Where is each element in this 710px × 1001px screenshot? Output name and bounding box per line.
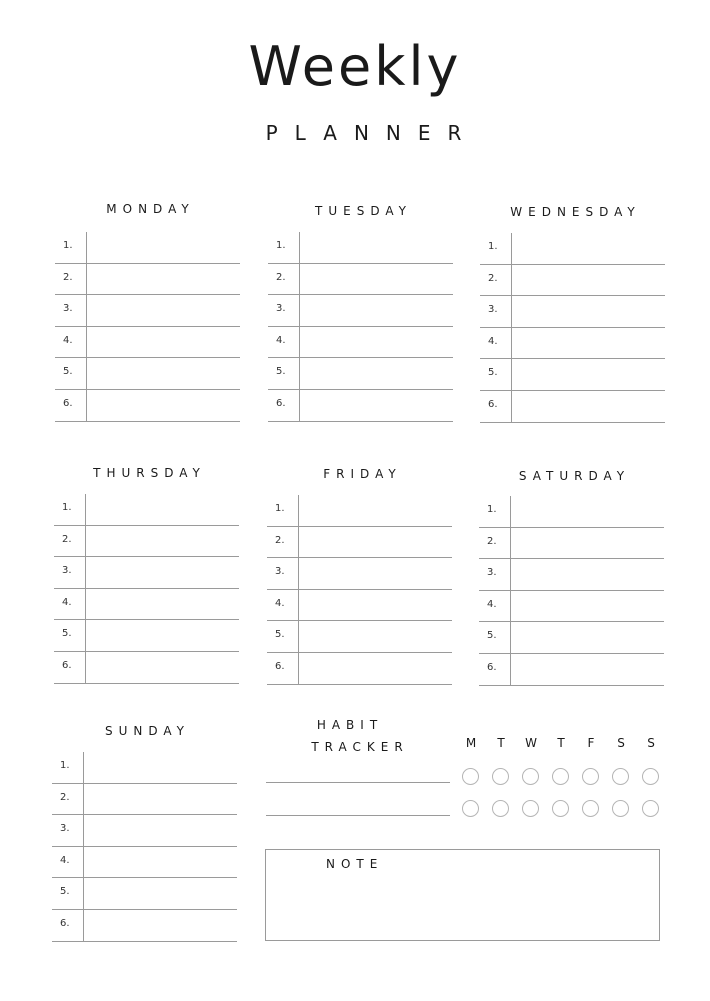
task-row[interactable]: [54, 526, 239, 558]
task-row-number: 5.: [487, 630, 497, 642]
day-name: TUESDAY: [315, 204, 412, 218]
task-row[interactable]: [268, 327, 453, 359]
habit-line-1[interactable]: [266, 782, 450, 783]
habit-weekday-letter: T: [497, 736, 505, 750]
task-row[interactable]: [268, 390, 453, 422]
task-row-number: 4.: [60, 854, 70, 866]
habit-weekday-letter: W: [525, 736, 537, 750]
task-row[interactable]: [480, 265, 665, 297]
task-row[interactable]: [268, 295, 453, 327]
habit-line-2[interactable]: [266, 815, 450, 816]
habit-weekday-letter: M: [465, 736, 477, 750]
day-name: MONDAY: [106, 202, 195, 216]
task-row-number: 5.: [60, 886, 70, 898]
habit-check-circle[interactable]: [492, 800, 509, 817]
task-row[interactable]: [52, 847, 237, 879]
task-list: [52, 752, 237, 942]
task-row[interactable]: [55, 232, 240, 264]
habit-tracker-title-line2: TRACKER: [311, 740, 409, 754]
task-row-number: 3.: [276, 303, 286, 315]
task-row-number: 4.: [63, 334, 73, 346]
task-list: [54, 494, 239, 684]
habit-check-circle[interactable]: [612, 768, 629, 785]
task-row[interactable]: [52, 815, 237, 847]
task-row[interactable]: [268, 264, 453, 296]
task-row[interactable]: [52, 910, 237, 942]
habit-check-circle[interactable]: [522, 800, 539, 817]
page-subtitle: PLANNER: [265, 121, 479, 145]
task-list: [480, 233, 665, 423]
task-row[interactable]: [479, 496, 664, 528]
task-row[interactable]: [55, 358, 240, 390]
task-row-number: 4.: [276, 334, 286, 346]
task-row-number: 2.: [488, 272, 498, 284]
task-row[interactable]: [55, 327, 240, 359]
task-row-number: 1.: [487, 504, 497, 515]
habit-check-circle[interactable]: [552, 800, 569, 817]
habit-check-circle[interactable]: [462, 800, 479, 817]
habit-weekday-letter: S: [617, 736, 625, 750]
habit-check-circle[interactable]: [492, 768, 509, 785]
habit-weekday-letter: T: [557, 736, 565, 750]
task-row-number: 4.: [487, 598, 497, 610]
task-row-number: 3.: [60, 823, 70, 835]
task-row-number: 6.: [276, 397, 286, 409]
task-row-number: 5.: [63, 366, 73, 378]
task-row[interactable]: [54, 494, 239, 526]
task-row-number: 6.: [487, 661, 497, 673]
task-row[interactable]: [479, 559, 664, 591]
task-list: [55, 232, 240, 422]
task-row[interactable]: [480, 391, 665, 423]
task-row-number: 6.: [60, 917, 70, 929]
task-row-number: 1.: [60, 760, 70, 771]
task-row-number: 5.: [488, 367, 498, 379]
task-row-number: 6.: [63, 397, 73, 409]
task-row[interactable]: [55, 390, 240, 422]
habit-tracker-title-line1: HABIT: [316, 718, 384, 732]
task-row[interactable]: [267, 495, 452, 527]
task-row[interactable]: [268, 232, 453, 264]
habit-check-circle[interactable]: [642, 800, 659, 817]
task-row[interactable]: [479, 591, 664, 623]
task-row-number: 6.: [275, 660, 285, 672]
habit-check-circle[interactable]: [462, 768, 479, 785]
task-row-number: 5.: [275, 629, 285, 641]
task-row[interactable]: [267, 590, 452, 622]
note-label: NOTE: [326, 857, 384, 871]
day-name: WEDNESDAY: [510, 205, 641, 219]
habit-check-circle[interactable]: [612, 800, 629, 817]
task-row-number: 4.: [488, 335, 498, 347]
day-name: FRIDAY: [323, 467, 402, 481]
task-row-number: 1.: [63, 240, 73, 251]
task-row[interactable]: [480, 296, 665, 328]
task-row-number: 3.: [63, 303, 73, 315]
task-row-number: 2.: [60, 791, 70, 803]
task-row-number: 6.: [488, 398, 498, 410]
task-row-number: 3.: [62, 565, 72, 577]
task-row-number: 4.: [275, 597, 285, 609]
task-row[interactable]: [55, 264, 240, 296]
habit-check-circle[interactable]: [582, 800, 599, 817]
habit-check-circle[interactable]: [522, 768, 539, 785]
task-row-number: 3.: [487, 567, 497, 579]
task-row-number: 2.: [276, 271, 286, 283]
page-title: Weekly: [248, 35, 462, 98]
task-row[interactable]: [479, 654, 664, 686]
task-row-number: 3.: [488, 304, 498, 316]
task-row-number: 2.: [487, 535, 497, 547]
task-row[interactable]: [52, 784, 237, 816]
task-row-number: 5.: [62, 628, 72, 640]
task-row-number: 3.: [275, 566, 285, 578]
task-row[interactable]: [54, 652, 239, 684]
task-row[interactable]: [480, 328, 665, 360]
task-row[interactable]: [480, 359, 665, 391]
task-row[interactable]: [55, 295, 240, 327]
task-list: [479, 496, 664, 686]
day-name: SUNDAY: [104, 724, 190, 738]
task-list: [268, 232, 453, 422]
task-row[interactable]: [267, 653, 452, 685]
task-list: [267, 495, 452, 685]
day-name: THURSDAY: [93, 466, 206, 480]
habit-weekday-letter: S: [647, 736, 655, 750]
task-row[interactable]: [479, 528, 664, 560]
task-row-number: 6.: [62, 659, 72, 671]
task-row[interactable]: [479, 622, 664, 654]
habit-check-circle[interactable]: [642, 768, 659, 785]
note-box[interactable]: [265, 849, 660, 941]
task-row-number: 2.: [275, 534, 285, 546]
habit-check-circle[interactable]: [552, 768, 569, 785]
task-row[interactable]: [54, 620, 239, 652]
task-row-number: 1.: [276, 240, 286, 251]
task-row[interactable]: [267, 558, 452, 590]
task-row-number: 2.: [62, 533, 72, 545]
task-row[interactable]: [267, 621, 452, 653]
task-row[interactable]: [54, 557, 239, 589]
task-row[interactable]: [267, 527, 452, 559]
habit-check-circle[interactable]: [582, 768, 599, 785]
task-row-number: 1.: [488, 241, 498, 252]
task-row[interactable]: [268, 358, 453, 390]
task-row-number: 5.: [276, 366, 286, 378]
task-row[interactable]: [480, 233, 665, 265]
day-name: SATURDAY: [518, 469, 631, 483]
task-row-number: 2.: [63, 271, 73, 283]
task-row[interactable]: [54, 589, 239, 621]
task-row-number: 1.: [62, 502, 72, 513]
task-row[interactable]: [52, 752, 237, 784]
task-row[interactable]: [52, 878, 237, 910]
task-row-number: 4.: [62, 596, 72, 608]
task-row-number: 1.: [275, 503, 285, 514]
habit-weekday-letter: F: [587, 736, 595, 750]
